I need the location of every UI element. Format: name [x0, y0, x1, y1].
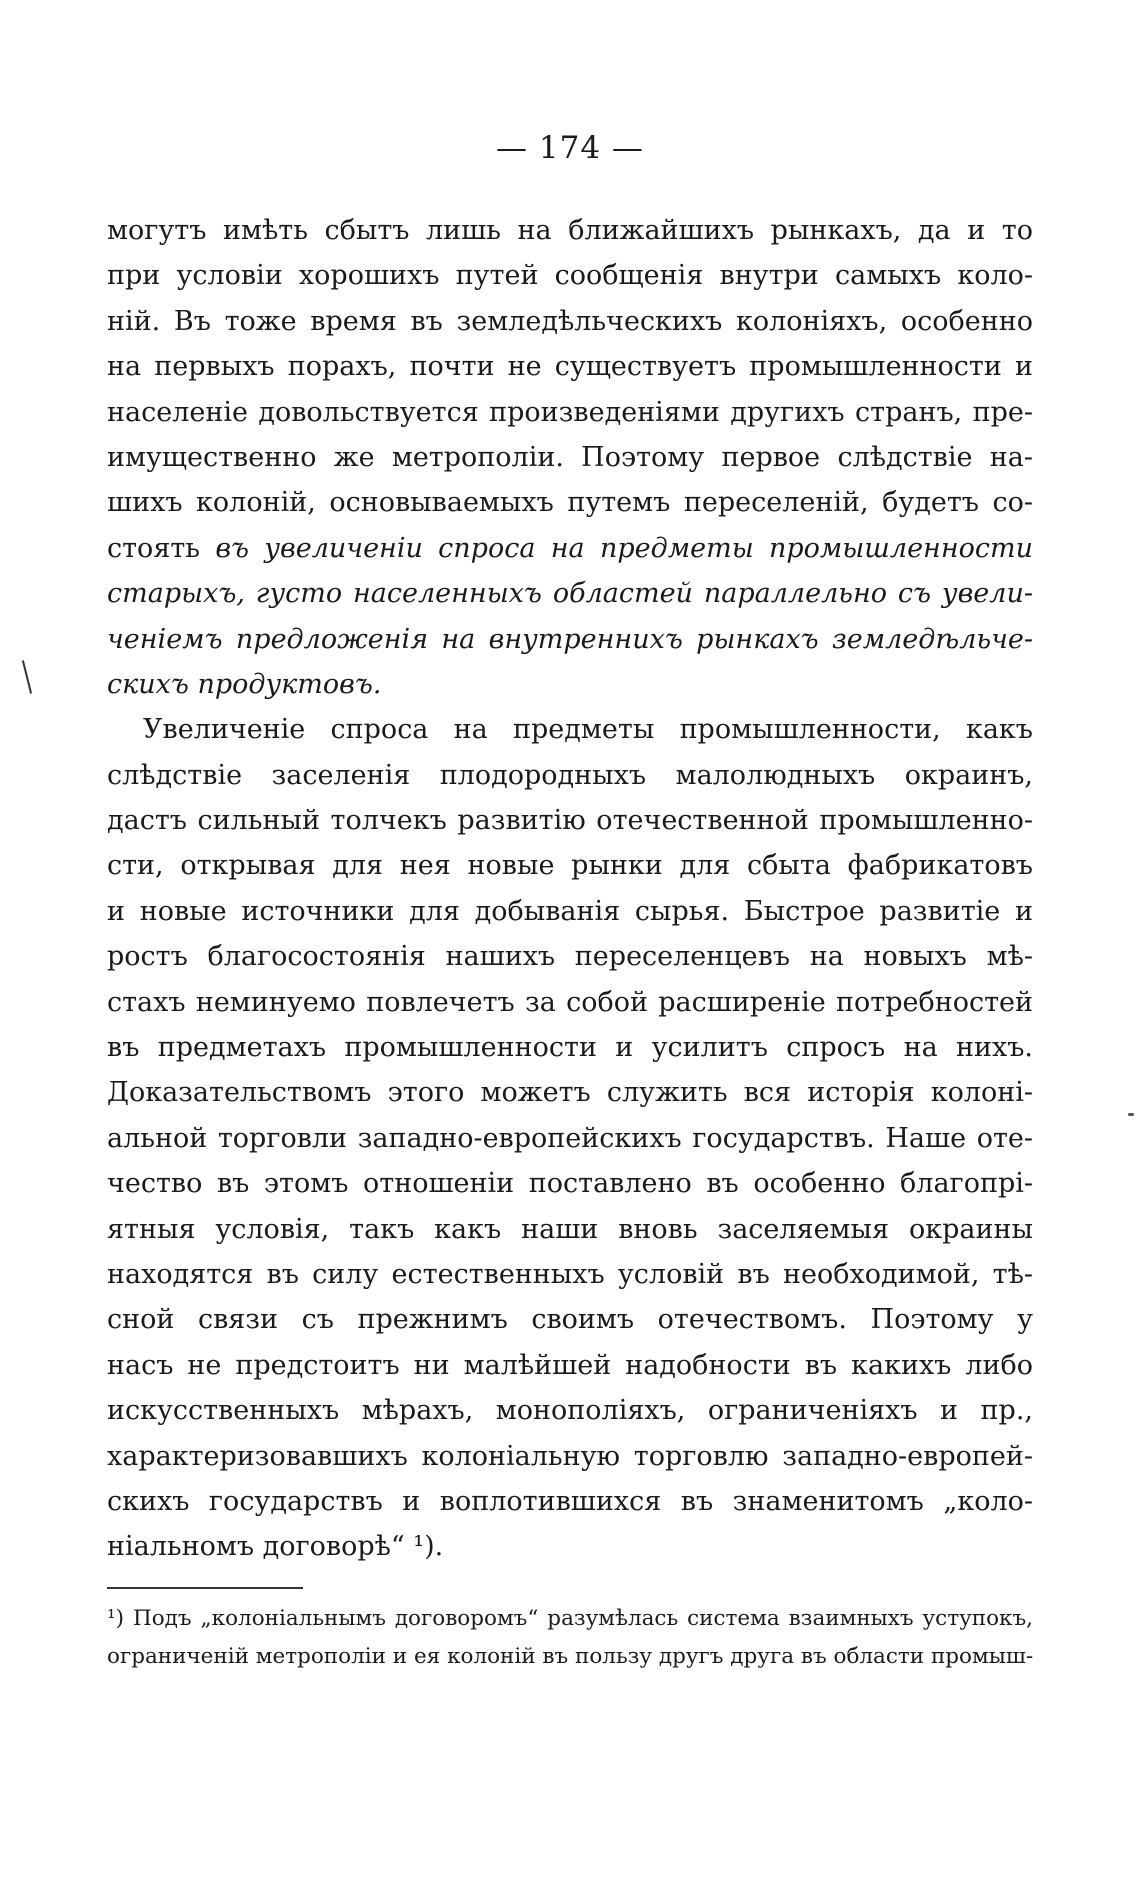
text-line: имущественно же метрополіи. Поэтому первое слѣдствіе на- — [107, 441, 1033, 473]
text-line: Доказательствомъ этого можетъ служить вся исторія колоні- — [107, 1077, 1033, 1109]
text-line: могутъ имѣть сбытъ лишь на ближайшихъ рынкахъ, да и то — [107, 215, 1033, 246]
footnote-line: ограниченій метрополіи и ея колоній въ пользу другъ друга въ области промыш- — [107, 1644, 1033, 1669]
text-line-mixed — [107, 526, 1033, 571]
text-line: ятныя условія, такъ какъ наши вновь заселяемыя окраины — [107, 1213, 1033, 1245]
text-line: характеризовавшихъ колоніальную торговлю западно-европей- — [107, 1440, 1033, 1472]
text-line: искусственныхъ мѣрахъ, монополіяхъ, ограниченіяхъ и пр., — [107, 1395, 1033, 1427]
text-line: слѣдствіе заселенія плодородныхъ малолюдныхъ окраинъ, — [107, 759, 1033, 791]
footnotes — [107, 1600, 1033, 1676]
text-line: стахъ неминуемо повлечетъ за собой расширеніе потребностей — [107, 986, 1033, 1018]
text-line: шихъ колоній, основываемыхъ путемъ переселеній, будетъ со- — [107, 487, 1033, 519]
footnote-line: ¹) Подъ „колоніальнымъ договоромъ“ разумѣлась система взаимныхъ уступокъ, — [107, 1606, 1033, 1631]
text-line: и новые источники для добыванія сырья. Быстрое развитіе и — [107, 895, 1033, 927]
text-line-italic: ченіемъ предложенія на внутреннихъ рынкахъ земледѣльче- — [107, 623, 1033, 655]
scan-speck — [1128, 1113, 1134, 1116]
margin-pencil-mark — [22, 660, 32, 693]
text-run: стоять — [107, 532, 216, 564]
text-line: при условіи хорошихъ путей сообщенія внутри самыхъ коло- — [107, 260, 1033, 292]
text-line: на первыхъ порахъ, почти не существуетъ промышленности и — [107, 351, 1033, 383]
page-number: — 174 — — [496, 130, 644, 166]
text-line: находятся въ силу естественныхъ условій въ необходимой, тѣ- — [107, 1258, 1033, 1290]
paragraph-first-line: Увеличеніе спроса на предметы промышленности, какъ — [143, 714, 1033, 746]
text-line: сти, открывая для нея новые рынки для сбыта фабрикатовъ — [107, 850, 1033, 882]
text-line-italic: старыхъ, густо населенныхъ областей параллельно съ увели- — [107, 578, 1033, 610]
body-text — [107, 208, 1033, 1570]
text-line: въ предметахъ промышленности и усилитъ спросъ на нихъ. — [107, 1032, 1033, 1064]
text-line: ній. Въ тоже время въ земледѣльческихъ колоніяхъ, особенно — [107, 305, 1033, 337]
italic-run: въ увеличеніи спроса на предметы промышленности — [215, 532, 1033, 564]
text-line: чество въ этомъ отношеніи поставлено въ особенно благопрі- — [107, 1168, 1033, 1200]
text-line: скихъ государствъ и воплотившихся въ знаменитомъ „коло- — [107, 1485, 1033, 1517]
text-line: дастъ сильный толчекъ развитію отечественной промышленно- — [107, 805, 1033, 837]
text-line: насъ не предстоитъ ни малѣйшей надобности въ какихъ либо — [107, 1349, 1033, 1381]
text-line-italic: скихъ продуктовъ. — [107, 668, 382, 700]
text-line: ніальномъ договорѣ“ ¹). — [107, 1531, 444, 1563]
text-line: альной торговли западно-европейскихъ государствъ. Наше оте- — [107, 1122, 1033, 1154]
text-line: сной связи съ прежнимъ своимъ отечествомъ. Поэтому у — [107, 1304, 1033, 1336]
footnote-divider — [107, 1587, 303, 1589]
text-line: населеніе довольствуется произведеніями другихъ странъ, пре- — [107, 396, 1033, 428]
text-line: ростъ благосостоянія нашихъ переселенцевъ на новыхъ мѣ- — [107, 941, 1033, 973]
